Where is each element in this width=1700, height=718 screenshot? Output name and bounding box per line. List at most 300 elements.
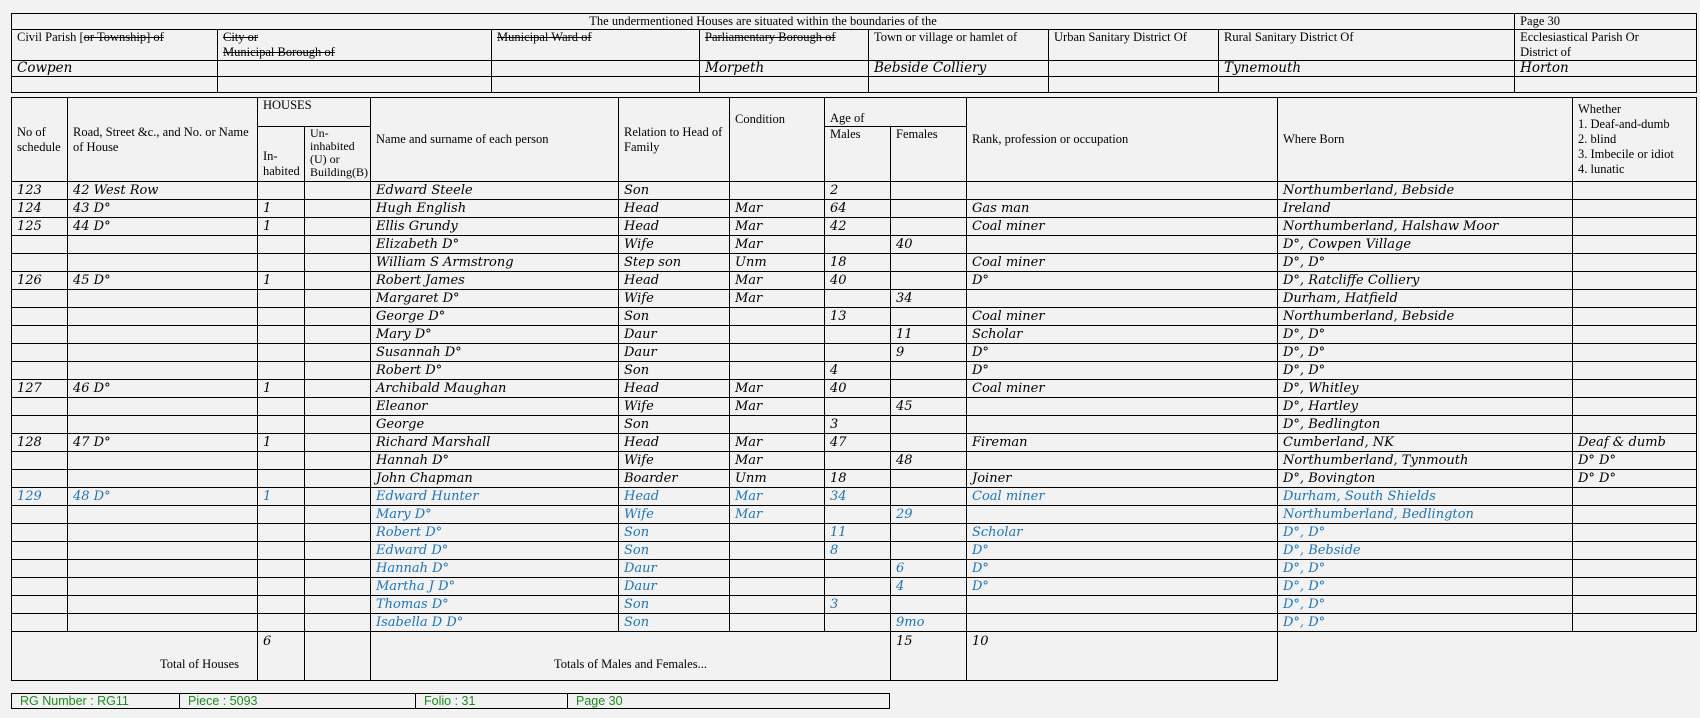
- rg-number: RG Number : RG11: [12, 694, 180, 709]
- cell-inhabited: 1: [258, 434, 305, 452]
- cell-occupation: D°: [967, 362, 1278, 380]
- cell-name: John Chapman: [371, 470, 619, 488]
- cell-name: Eleanor: [371, 398, 619, 416]
- cell-uninhabited: [305, 308, 371, 326]
- cell-relation: Head: [619, 200, 730, 218]
- cell-name: Thomas D°: [371, 596, 619, 614]
- cell-females: [891, 524, 967, 542]
- cell-females: 9: [891, 344, 967, 362]
- cell-condition: [730, 308, 825, 326]
- rural-label-text: Rural Sanitary District Of: [1224, 30, 1354, 44]
- cell-inhabited: [258, 254, 305, 272]
- col-whether-2: 2. blind: [1578, 132, 1617, 146]
- table-row: [12, 236, 1697, 254]
- piece-number: Piece : 5093: [180, 694, 416, 709]
- col-road-label: Road, Street &c., and No. or Name of House: [73, 124, 249, 154]
- cell-name: Mary D°: [371, 326, 619, 344]
- cell-males: [825, 290, 891, 308]
- table-row: [12, 254, 1697, 272]
- city-label-a: City or: [223, 30, 259, 44]
- reference-footer: [11, 693, 890, 709]
- cell-schedule: 128: [12, 434, 68, 452]
- cell-born: D°, Bovington: [1278, 470, 1573, 488]
- cell-whether: [1573, 218, 1697, 236]
- cell-inhabited: [258, 416, 305, 434]
- cell-uninhabited: [305, 182, 371, 200]
- total-females: 10: [967, 632, 1278, 681]
- cell-females: [891, 488, 967, 506]
- cell-schedule: [12, 254, 68, 272]
- cell-females: [891, 182, 967, 200]
- cell-whether: [1573, 506, 1697, 524]
- cell-inhabited: [258, 452, 305, 470]
- cell-schedule: [12, 344, 68, 362]
- cell-occupation: [967, 398, 1278, 416]
- cell-inhabited: [258, 182, 305, 200]
- table-row: [12, 326, 1697, 344]
- col-occupation-label: Rank, profession or occupation: [972, 132, 1129, 146]
- cell-uninhabited: [305, 488, 371, 506]
- cell-inhabited: [258, 326, 305, 344]
- cell-road: [68, 506, 258, 524]
- table-row: [12, 200, 1697, 218]
- cell-schedule: 127: [12, 380, 68, 398]
- cell-females: [891, 380, 967, 398]
- cell-males: 40: [825, 272, 891, 290]
- cell-inhabited: [258, 236, 305, 254]
- cell-females: [891, 200, 967, 218]
- cell-condition: [730, 596, 825, 614]
- cell-uninhabited: [305, 560, 371, 578]
- cell-road: 43 D°: [68, 200, 258, 218]
- eccl-label: [1515, 30, 1697, 46]
- cell-condition: [730, 524, 825, 542]
- cell-schedule: 129: [12, 488, 68, 506]
- cell-road: [68, 398, 258, 416]
- cell-males: 13: [825, 308, 891, 326]
- cell-inhabited: 1: [258, 488, 305, 506]
- cell-males: [825, 506, 891, 524]
- col-males: [825, 127, 891, 182]
- col-condition-label: Condition: [735, 112, 786, 126]
- cell-road: [68, 560, 258, 578]
- cell-inhabited: [258, 470, 305, 488]
- cell-schedule: 126: [12, 272, 68, 290]
- col-inhabited: [258, 127, 305, 182]
- table-row: [12, 596, 1697, 614]
- cell-born: D°, D°: [1278, 578, 1573, 596]
- parl-label: [700, 30, 869, 46]
- cell-born: Northumberland, Halshaw Moor: [1278, 218, 1573, 236]
- cell-whether: [1573, 578, 1697, 596]
- cell-relation: Son: [619, 362, 730, 380]
- cell-condition: [730, 560, 825, 578]
- cell-road: [68, 524, 258, 542]
- cell-uninhabited: [305, 506, 371, 524]
- cell-name: George: [371, 416, 619, 434]
- cell-uninhabited: [305, 416, 371, 434]
- cell-whether: [1573, 254, 1697, 272]
- cell-name: Archibald Maughan: [371, 380, 619, 398]
- cell-males: 3: [825, 416, 891, 434]
- eccl-label-line2: [1515, 45, 1697, 61]
- cell-name: Ellis Grundy: [371, 218, 619, 236]
- boundaries-header: [11, 13, 1697, 93]
- table-row: [12, 362, 1697, 380]
- cell-occupation: Gas man: [967, 200, 1278, 218]
- cell-relation: Son: [619, 416, 730, 434]
- table-row: [12, 380, 1697, 398]
- cell-females: 29: [891, 506, 967, 524]
- cell-road: [68, 290, 258, 308]
- cell-relation: Son: [619, 308, 730, 326]
- cell-uninhabited: [305, 614, 371, 632]
- cell-name: Martha J D°: [371, 578, 619, 596]
- col-females: [891, 127, 967, 182]
- cell-relation: Son: [619, 614, 730, 632]
- col-females-label: Females: [896, 127, 938, 141]
- cell-schedule: [12, 236, 68, 254]
- cell-schedule: [12, 452, 68, 470]
- cell-schedule: [12, 578, 68, 596]
- cell-road: [68, 308, 258, 326]
- cell-name: Isabella D D°: [371, 614, 619, 632]
- col-road: [68, 98, 258, 182]
- cell-condition: Mar: [730, 290, 825, 308]
- boundary-text-label: The undermentioned Houses are situated within the boundaries of the: [589, 14, 937, 28]
- cell-inhabited: [258, 290, 305, 308]
- cell-whether: [1573, 614, 1697, 632]
- cell-whether: [1573, 326, 1697, 344]
- cell-name: Edward Hunter: [371, 488, 619, 506]
- cell-inhabited: 1: [258, 218, 305, 236]
- cell-born: Northumberland, Bebside: [1278, 182, 1573, 200]
- cell-occupation: Scholar: [967, 326, 1278, 344]
- cell-occupation: Coal miner: [967, 380, 1278, 398]
- cell-inhabited: [258, 524, 305, 542]
- cell-schedule: [12, 308, 68, 326]
- cell-males: 47: [825, 434, 891, 452]
- cell-occupation: [967, 506, 1278, 524]
- cell-inhabited: [258, 542, 305, 560]
- cell-road: [68, 596, 258, 614]
- cell-males: 4: [825, 362, 891, 380]
- cell-relation: Daur: [619, 578, 730, 596]
- cell-uninhabited: [305, 596, 371, 614]
- ward-value: [492, 61, 700, 77]
- cell-occupation: Coal miner: [967, 308, 1278, 326]
- cell-schedule: [12, 596, 68, 614]
- cell-relation: Head: [619, 272, 730, 290]
- cell-born: D°, D°: [1278, 596, 1573, 614]
- table-row: [12, 560, 1697, 578]
- cell-born: D°, Hartley: [1278, 398, 1573, 416]
- cell-males: 18: [825, 254, 891, 272]
- cell-females: 48: [891, 452, 967, 470]
- civil-parish-value: Cowpen: [12, 61, 218, 77]
- cell-condition: [730, 326, 825, 344]
- cell-uninhabited: [305, 272, 371, 290]
- cell-males: [825, 398, 891, 416]
- cell-road: [68, 344, 258, 362]
- cell-road: 42 West Row: [68, 182, 258, 200]
- cell-relation: Daur: [619, 326, 730, 344]
- page-number: [1515, 14, 1697, 30]
- cell-females: [891, 542, 967, 560]
- cell-males: [825, 560, 891, 578]
- col-condition: [730, 98, 825, 182]
- cell-whether: [1573, 308, 1697, 326]
- cell-inhabited: [258, 596, 305, 614]
- cell-inhabited: [258, 578, 305, 596]
- cell-occupation: [967, 614, 1278, 632]
- cell-occupation: D°: [967, 560, 1278, 578]
- cell-born: Northumberland, Bebside: [1278, 308, 1573, 326]
- col-whether-4: 4. lunatic: [1578, 162, 1625, 176]
- cell-schedule: [12, 326, 68, 344]
- cell-uninhabited: [305, 344, 371, 362]
- table-row: [12, 470, 1697, 488]
- col-males-label: Males: [830, 127, 861, 141]
- cell-born: D°, Bebside: [1278, 542, 1573, 560]
- cell-born: D°, D°: [1278, 614, 1573, 632]
- eccl-label-a: Ecclesiastical Parish Or: [1520, 30, 1639, 44]
- cell-whether: Deaf & dumb: [1573, 434, 1697, 452]
- cell-uninhabited: [305, 434, 371, 452]
- col-houses: [258, 98, 371, 127]
- ward-label: [492, 30, 700, 46]
- cell-condition: [730, 182, 825, 200]
- cell-whether: D° D°: [1573, 452, 1697, 470]
- cell-uninhabited: [305, 524, 371, 542]
- cell-occupation: [967, 596, 1278, 614]
- cell-name: Edward D°: [371, 542, 619, 560]
- table-row: [12, 398, 1697, 416]
- cell-condition: Mar: [730, 236, 825, 254]
- boundary-text: [12, 14, 1515, 30]
- cell-name: Robert D°: [371, 362, 619, 380]
- col-age-of: [825, 98, 967, 127]
- cell-road: 46 D°: [68, 380, 258, 398]
- cell-name: Elizabeth D°: [371, 236, 619, 254]
- col-name: [371, 98, 619, 182]
- cell-schedule: 124: [12, 200, 68, 218]
- cell-condition: [730, 362, 825, 380]
- town-label: [869, 30, 1049, 46]
- col-schedule: [12, 98, 68, 182]
- col-uninhabited-label: Un-inhabited (U) or Building(B): [310, 126, 369, 179]
- cell-whether: [1573, 488, 1697, 506]
- cell-occupation: [967, 416, 1278, 434]
- cell-whether: [1573, 182, 1697, 200]
- cell-condition: Unm: [730, 254, 825, 272]
- cell-road: 48 D°: [68, 488, 258, 506]
- cell-born: Northumberland, Bedlington: [1278, 506, 1573, 524]
- civil-parish-label: [12, 30, 218, 46]
- table-row: [12, 488, 1697, 506]
- cell-males: [825, 344, 891, 362]
- cell-occupation: [967, 452, 1278, 470]
- table-row: [12, 272, 1697, 290]
- cell-uninhabited: [305, 254, 371, 272]
- cell-born: D°, D°: [1278, 326, 1573, 344]
- cell-males: 2: [825, 182, 891, 200]
- table-row: [12, 290, 1697, 308]
- cell-born: Cumberland, NK: [1278, 434, 1573, 452]
- cell-schedule: [12, 470, 68, 488]
- town-label-text: Town or village or hamlet of: [874, 30, 1018, 44]
- cell-road: [68, 578, 258, 596]
- cell-condition: [730, 614, 825, 632]
- total-males: 15: [891, 632, 967, 681]
- cell-occupation: D°: [967, 542, 1278, 560]
- cell-born: D°, D°: [1278, 254, 1573, 272]
- census-table: [11, 97, 1697, 681]
- cell-schedule: [12, 614, 68, 632]
- cell-occupation: D°: [967, 344, 1278, 362]
- cell-road: [68, 470, 258, 488]
- city-label-b: Municipal Borough of: [223, 45, 335, 59]
- footer-page-number: Page 30: [568, 694, 890, 709]
- cell-males: [825, 236, 891, 254]
- cell-inhabited: [258, 398, 305, 416]
- cell-relation: Head: [619, 380, 730, 398]
- cell-name: Robert D°: [371, 524, 619, 542]
- rural-label: [1219, 30, 1515, 46]
- cell-name: Susannah D°: [371, 344, 619, 362]
- cell-uninhabited: [305, 452, 371, 470]
- cell-inhabited: [258, 362, 305, 380]
- cell-whether: [1573, 290, 1697, 308]
- city-value: [218, 61, 492, 77]
- cell-born: D°, Whitley: [1278, 380, 1573, 398]
- col-born-label: Where Born: [1283, 132, 1345, 146]
- cell-schedule: [12, 560, 68, 578]
- civil-parish-label-a: Civil Parish [: [17, 30, 84, 44]
- cell-condition: [730, 542, 825, 560]
- cell-occupation: Coal miner: [967, 254, 1278, 272]
- parl-value: Morpeth: [700, 61, 869, 77]
- cell-relation: Wife: [619, 452, 730, 470]
- cell-females: [891, 416, 967, 434]
- cell-occupation: D°: [967, 578, 1278, 596]
- town-value: Bebside Colliery: [869, 61, 1049, 77]
- cell-road: 45 D°: [68, 272, 258, 290]
- cell-whether: [1573, 398, 1697, 416]
- cell-uninhabited: [305, 326, 371, 344]
- cell-condition: [730, 416, 825, 434]
- cell-males: 3: [825, 596, 891, 614]
- cell-females: [891, 434, 967, 452]
- col-whether-label: Whether: [1578, 102, 1622, 116]
- cell-relation: Wife: [619, 398, 730, 416]
- urban-value: [1049, 61, 1219, 77]
- urban-label: [1049, 30, 1219, 46]
- eccl-value: Horton: [1515, 61, 1697, 77]
- cell-road: [68, 614, 258, 632]
- cell-males: [825, 614, 891, 632]
- cell-relation: Son: [619, 596, 730, 614]
- cell-females: [891, 362, 967, 380]
- col-age-of-label: Age of: [830, 111, 865, 125]
- cell-females: 45: [891, 398, 967, 416]
- table-row: [12, 218, 1697, 236]
- cell-condition: Unm: [730, 470, 825, 488]
- cell-road: [68, 326, 258, 344]
- cell-males: 64: [825, 200, 891, 218]
- cell-whether: [1573, 560, 1697, 578]
- cell-relation: Son: [619, 182, 730, 200]
- col-whether: [1573, 98, 1697, 182]
- cell-schedule: 123: [12, 182, 68, 200]
- cell-relation: Head: [619, 488, 730, 506]
- cell-uninhabited: [305, 398, 371, 416]
- cell-condition: Mar: [730, 488, 825, 506]
- cell-condition: Mar: [730, 200, 825, 218]
- cell-relation: Son: [619, 542, 730, 560]
- cell-inhabited: 1: [258, 200, 305, 218]
- cell-occupation: Joiner: [967, 470, 1278, 488]
- col-relation: [619, 98, 730, 182]
- cell-condition: Mar: [730, 452, 825, 470]
- cell-inhabited: [258, 560, 305, 578]
- cell-road: [68, 254, 258, 272]
- total-houses-inhabited: 6: [258, 632, 305, 681]
- cell-occupation: Coal miner: [967, 488, 1278, 506]
- cell-females: 11: [891, 326, 967, 344]
- col-occupation: [967, 98, 1278, 182]
- cell-uninhabited: [305, 236, 371, 254]
- cell-males: 40: [825, 380, 891, 398]
- cell-relation: Wife: [619, 506, 730, 524]
- cell-road: [68, 362, 258, 380]
- cell-males: [825, 326, 891, 344]
- col-houses-label: HOUSES: [263, 98, 312, 112]
- cell-condition: Mar: [730, 434, 825, 452]
- rural-value: Tynemouth: [1219, 61, 1515, 77]
- cell-schedule: [12, 416, 68, 434]
- cell-whether: [1573, 362, 1697, 380]
- cell-road: 44 D°: [68, 218, 258, 236]
- cell-born: D°, D°: [1278, 362, 1573, 380]
- urban-label-text: Urban Sanitary District Of: [1054, 30, 1187, 44]
- cell-uninhabited: [305, 470, 371, 488]
- total-houses-label: Total of Houses: [12, 632, 258, 681]
- table-row: [12, 614, 1697, 632]
- cell-females: [891, 254, 967, 272]
- cell-relation: Head: [619, 434, 730, 452]
- cell-name: Edward Steele: [371, 182, 619, 200]
- cell-females: 9mo: [891, 614, 967, 632]
- cell-whether: D° D°: [1573, 470, 1697, 488]
- cell-occupation: [967, 236, 1278, 254]
- cell-born: D°, D°: [1278, 560, 1573, 578]
- cell-schedule: [12, 506, 68, 524]
- cell-born: D°, Cowpen Village: [1278, 236, 1573, 254]
- cell-schedule: [12, 524, 68, 542]
- cell-road: [68, 542, 258, 560]
- col-whether-3: 3. Imbecile or idiot: [1578, 147, 1674, 161]
- cell-schedule: [12, 398, 68, 416]
- col-name-label: Name and surname of each person: [376, 132, 549, 146]
- cell-occupation: Scholar: [967, 524, 1278, 542]
- cell-name: Hannah D°: [371, 560, 619, 578]
- cell-name: Hannah D°: [371, 452, 619, 470]
- cell-uninhabited: [305, 362, 371, 380]
- cell-males: [825, 578, 891, 596]
- cell-condition: [730, 344, 825, 362]
- table-row: [12, 524, 1697, 542]
